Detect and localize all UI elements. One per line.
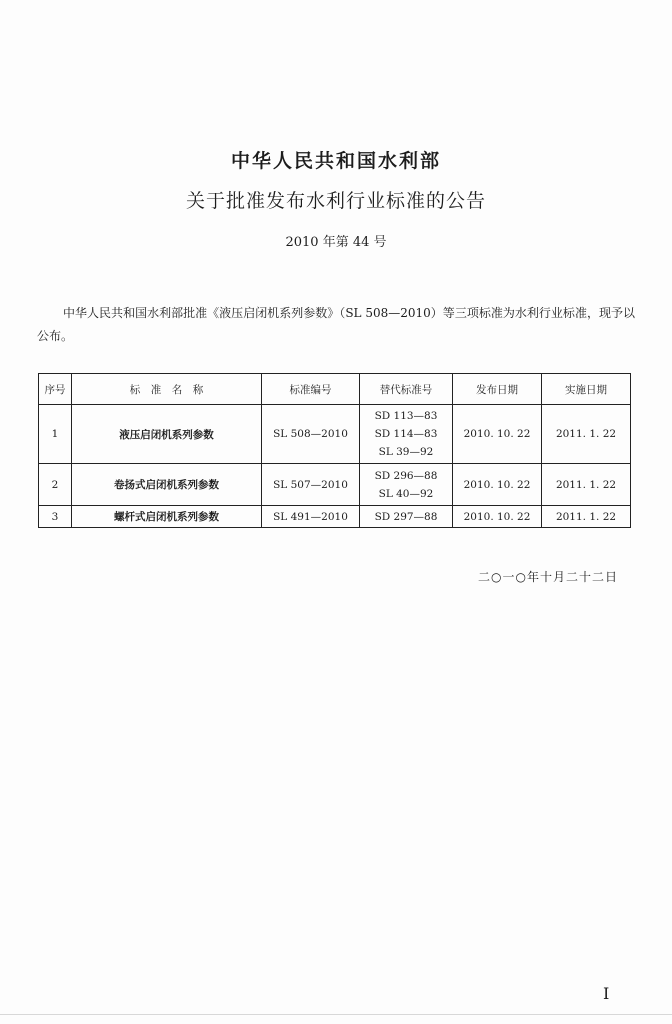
table-row: [39, 506, 631, 528]
replaced-standard: SD 114—83: [374, 428, 438, 440]
standard-name: 液压启闭机系列参数: [72, 405, 262, 464]
table-header-row: [39, 374, 631, 405]
standard-code: SL 491—2010: [262, 506, 360, 528]
table-row: [39, 464, 631, 506]
issuing-authority: 中华人民共和国水利部: [230, 150, 441, 172]
replaced-standards: [360, 405, 453, 464]
col-header-index: 序号: [39, 374, 72, 405]
replaced-standard: SL 39—92: [378, 446, 434, 458]
row-index: 1: [39, 405, 72, 464]
row-index: 2: [39, 464, 72, 506]
replaced-standard: SD 113—83: [374, 410, 438, 422]
col-header-published: 发布日期: [453, 374, 542, 405]
replaced-standards: [360, 464, 453, 506]
publish-date: 2010. 10. 22: [453, 506, 542, 528]
standards-table: [38, 373, 631, 528]
standard-code: SL 507—2010: [262, 464, 360, 506]
effective-date: 2011. 1. 22: [542, 464, 631, 506]
row-index: 3: [39, 506, 72, 528]
effective-date: 2011. 1. 22: [542, 506, 631, 528]
announcement-number: 2010 年第 44 号: [285, 235, 387, 250]
effective-date: 2011. 1. 22: [542, 405, 631, 464]
col-header-name: 标 准 名 称: [72, 374, 262, 405]
page-bottom-rule: [0, 1014, 672, 1015]
replaced-standard: SD 296—88: [374, 469, 438, 482]
col-header-replaces: 替代标准号: [360, 374, 453, 405]
col-header-effective: 实施日期: [542, 374, 631, 405]
signing-date: 二○一○年十月二十二日: [478, 570, 618, 584]
replaced-standard: SL 40—92: [378, 487, 434, 500]
standard-name: 卷扬式启闭机系列参数: [72, 464, 262, 506]
publish-date: 2010. 10. 22: [453, 464, 542, 506]
publish-date: 2010. 10. 22: [453, 405, 542, 464]
standard-code: SL 508—2010: [262, 405, 360, 464]
announcement-body: 中华人民共和国水利部批准《液压启闭机系列参数》（SL 508—2010）等三项标准为水利行业标准，现予以公布。: [37, 306, 635, 343]
replaced-standard: SD 297—88: [374, 510, 438, 523]
page-number: I: [603, 984, 610, 1003]
replaced-standards: [360, 506, 453, 528]
table-row: [39, 405, 631, 464]
standard-name: 螺杆式启闭机系列参数: [72, 506, 262, 528]
announcement-title: 关于批准发布水利行业标准的公告: [185, 190, 486, 212]
col-header-code: 标准编号: [262, 374, 360, 405]
